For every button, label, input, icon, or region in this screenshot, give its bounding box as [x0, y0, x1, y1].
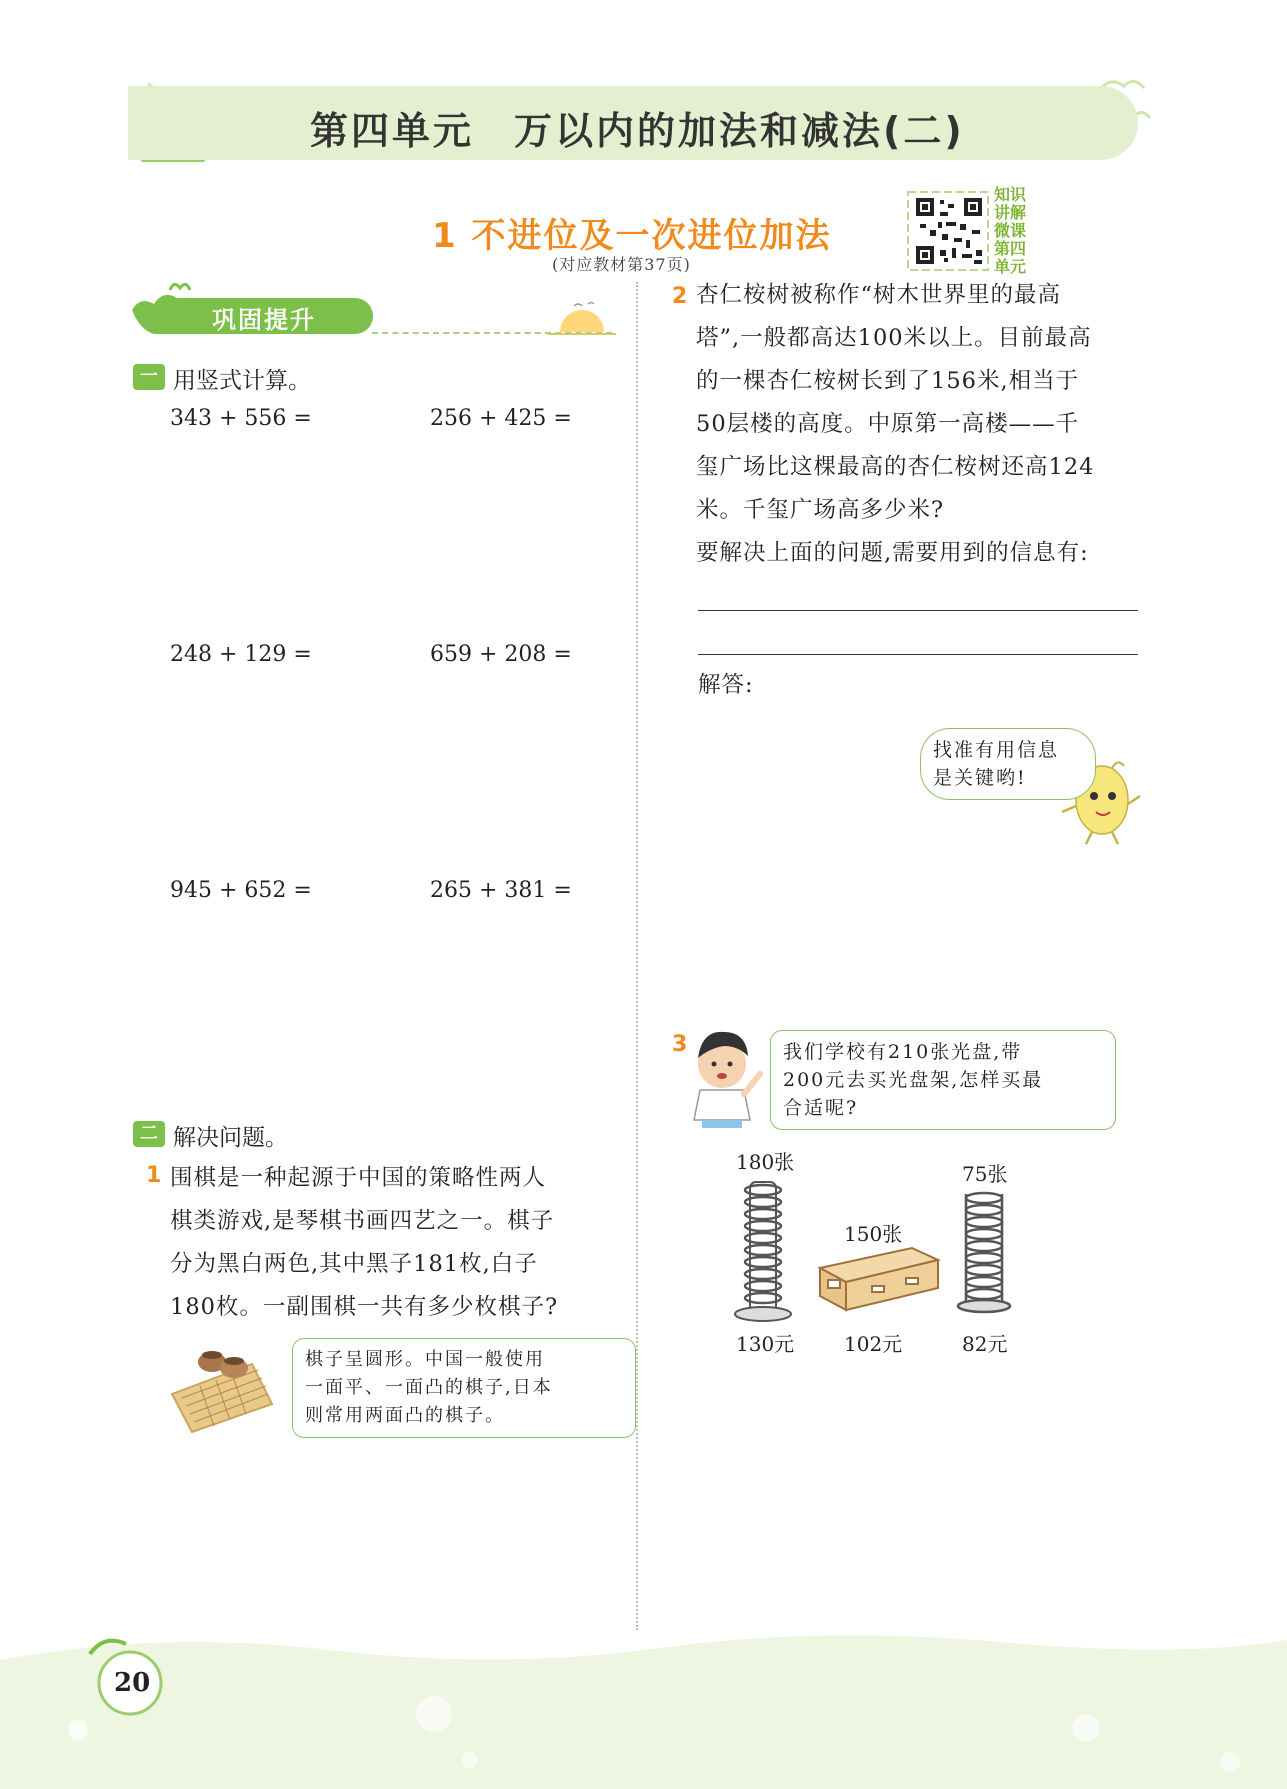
cd-rack-tower-icon: [735, 1182, 791, 1321]
calc-expression: 343 + 556 =: [170, 406, 312, 431]
section-divider: [372, 332, 612, 334]
boy-speech-bubble: [770, 1030, 1116, 1130]
answer-line[interactable]: [698, 654, 1138, 655]
hint-bubble: [920, 728, 1096, 800]
calc-expression: 256 + 425 =: [430, 406, 572, 431]
rack-capacity: 150张: [844, 1222, 903, 1246]
problem1-number: 1: [146, 1163, 162, 1188]
rack-price: 130元: [736, 1332, 795, 1356]
problem1-text: [170, 1157, 630, 1329]
calc-expression: 248 + 129 =: [170, 642, 312, 667]
cd-rack-box-icon: [820, 1248, 938, 1310]
bubble-line: 合适呢?: [783, 1097, 859, 1119]
answer-line[interactable]: [698, 610, 1138, 611]
part1-badge: 一: [133, 364, 165, 390]
bottom-wave: [0, 1635, 1287, 1789]
bubble-line: 200元去买光盘架,怎样买最: [783, 1069, 1044, 1091]
calc-expression: 659 + 208 =: [430, 642, 572, 667]
go-facts-bubble: [292, 1338, 636, 1438]
boy-character-icon: [694, 1032, 760, 1128]
unit-title-main: 第四单元: [310, 109, 475, 153]
sunset-icon: [548, 303, 616, 335]
qr-code-icon: [908, 192, 988, 270]
problem2-line: 50层楼的高度。中原第一高楼——千: [696, 411, 1080, 437]
bubble-line: 棋子呈圆形。中国一般使用: [305, 1349, 545, 1370]
problem2-line: 的一棵杏仁桉树长到了156米,相当于: [696, 368, 1080, 394]
bubble-line: 找准有用信息: [933, 739, 1060, 761]
problem1-line: 180枚。一副围棋一共有多少枚棋子?: [170, 1294, 559, 1320]
calc-expression: 945 + 652 =: [170, 878, 312, 903]
rack-capacity: 75张: [962, 1162, 1008, 1186]
bubble-line: 一面平、一面凸的棋子,日本: [305, 1377, 553, 1398]
problem2-line: 杏仁桉树被称作“树木世界里的最高: [696, 282, 1062, 308]
calc-expression: 265 + 381 =: [430, 878, 572, 903]
problem1-line: 棋类游戏,是琴棋书画四艺之一。棋子: [170, 1208, 555, 1234]
unit-title: [310, 100, 965, 155]
textbook-ref: (对应教材第37页): [552, 255, 691, 274]
problem2-line: 玺广场比这棵最高的杏仁桉树还高124: [696, 454, 1095, 480]
bubble-line: 我们学校有210张光盘,带: [783, 1041, 1023, 1063]
part2-badge: 二: [133, 1121, 165, 1147]
bubble-line: 则常用两面凸的棋子。: [305, 1405, 505, 1426]
rack-capacity: 180张: [736, 1150, 795, 1174]
lesson-title: 1 不进位及一次进位加法: [432, 216, 832, 256]
section-banner-title: 巩固提升: [212, 306, 316, 334]
page-number: 20: [114, 1668, 151, 1698]
part2-title: 解决问题。: [173, 1125, 288, 1151]
problem2-line: 塔”,一般都高达100米以上。目前最高: [696, 325, 1092, 351]
info-prompt: 要解决上面的问题,需要用到的信息有:: [696, 540, 1089, 566]
problem2-number: 2: [672, 284, 688, 309]
problem2-text: [696, 274, 1146, 575]
part1-title: 用竖式计算。: [173, 368, 311, 394]
go-board-icon: [172, 1351, 272, 1432]
bubble-line: 是关键哟!: [933, 767, 1027, 789]
column-divider: [636, 282, 638, 1630]
rack-price: 82元: [962, 1332, 1008, 1356]
rack-price: 102元: [844, 1332, 903, 1356]
problem3-number: 3: [672, 1032, 688, 1057]
answer-label: 解答:: [698, 672, 754, 698]
qr-label: 知识讲解微课 第四单元: [994, 185, 1027, 276]
problem1-line: 分为黑白两色,其中黑子181枚,白子: [170, 1251, 538, 1277]
problem1-line: 围棋是一种起源于中国的策略性两人: [170, 1165, 547, 1191]
cd-rack-spiral-icon: [958, 1193, 1010, 1312]
problem2-line: 米。千玺广场高多少米?: [696, 497, 945, 523]
unit-title-sub: 万以内的加法和减法(二): [514, 109, 965, 153]
